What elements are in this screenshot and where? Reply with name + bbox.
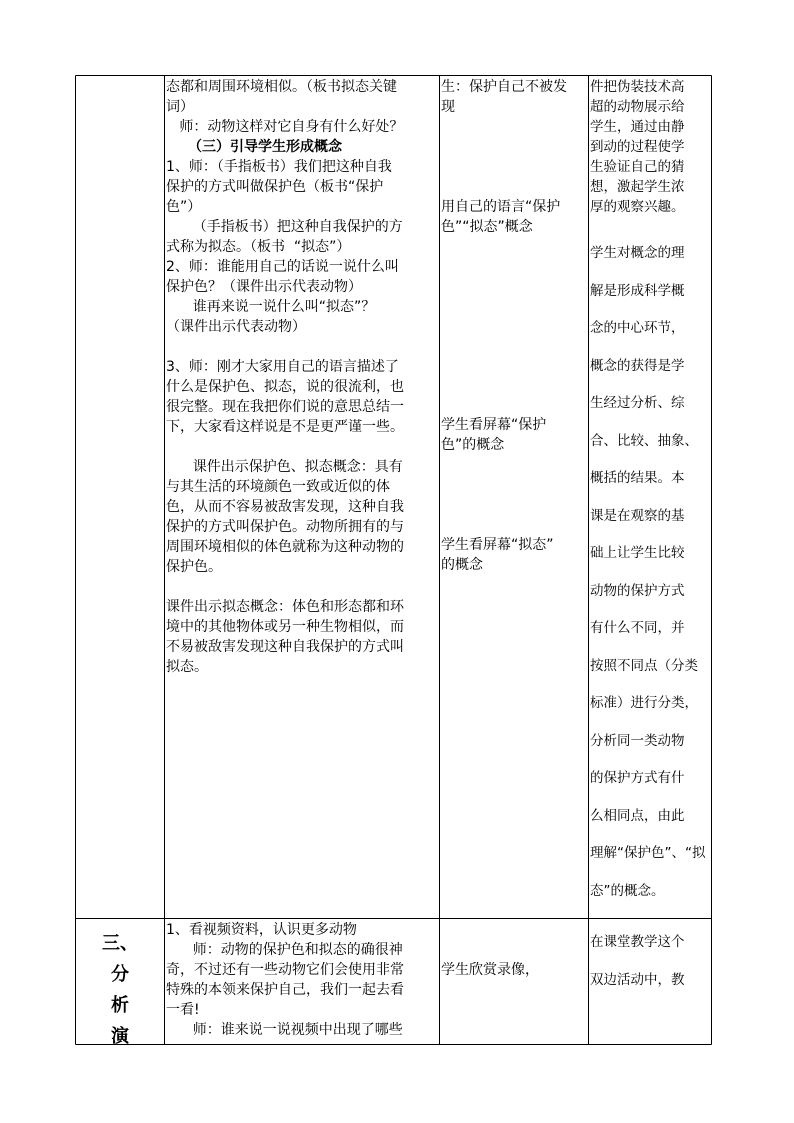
student-activity-block-1 [441,77,587,117]
text-line: 态都和周围环境相似。（板书拟态关键 [166,79,397,95]
text-line: 特殊的本领来保护自己，我们一起去看 [166,982,404,998]
text-line: 生：保护自己不被发 [441,79,567,95]
text-line: 生验证自己的猜 [590,159,685,175]
section-heading-3 [76,928,164,1052]
text-line: 念的中心环节， [590,320,685,336]
text-line: 在课堂教学这个 [590,934,685,950]
text-line: 师：动物这样对它自身有什么好处？ [166,119,404,135]
section-heading-char: 演 [111,1026,129,1047]
text-line: 色”“拟态”概念 [441,219,533,235]
teacher-activity-cell-2 [166,920,438,1040]
student-activity-block-3 [441,415,587,455]
text-line: 不易被敌害发现这种自我保护的方式叫 [166,639,404,655]
text-line: 生经过分析、综 [590,395,685,411]
text-line: 有什么不同，并 [590,620,685,636]
text-line: 课件出示保护色、拟态概念：具有 [166,459,403,475]
text-line: 保护的方式叫做保护色（板书“保护 [166,179,384,195]
text-line: 一看! [166,1002,200,1018]
text-line: 谁再来说一说什么叫“拟态”？ [166,299,376,315]
text-line: 境中的其他物体或另一种生物相似，而 [166,619,404,635]
blank-line [166,437,438,457]
section-heading-char: 三、 [102,933,138,954]
text-line: 师：动物的保护色和拟态的确很神 [166,942,403,958]
text-line: 双边活动中，教 [590,971,685,988]
text-line: 到动的过程使学 [590,139,685,155]
text-line: 用自己的语言“保护 [441,199,561,215]
text-line: 奇，不过还有一些动物它们会使用非常 [166,962,404,978]
text-line: 理解“保护色”、“拟 [590,845,706,861]
text-line: 什么是保护色、拟态，说的很流利，也 [166,379,404,395]
text-line: 动物的保护方式 [590,582,685,599]
text-line: 态”的概念。 [590,882,665,899]
text-line: 很完整。现在我把你们说的意思总结一 [166,399,404,415]
text-line: 保护的方式叫保护色。动物所拥有的与 [166,519,404,535]
text-line: 解是形成科学概 [590,282,685,299]
text-line: 式称为拟态。（板书 “拟态”） [166,239,351,255]
text-line: 色，从而不容易被敌害发现，这种自我 [166,499,404,515]
design-intent-block-3 [590,924,712,999]
text-line: 现 [441,99,455,115]
text-line: 2、师：谁能用自己的话说一说什么叫 [166,259,399,275]
text-line: 件把伪装技术高 [590,79,685,95]
design-intent-block-1 [590,77,712,217]
text-line: 学生看屏幕“保护 [441,417,547,433]
text-line: 的保护方式有什 [590,770,685,786]
text-line: 概念的获得是学 [590,357,685,374]
text-line: 下，大家看这样说是不是更严谨一些。 [166,419,404,435]
text-line: 3、师：刚才大家用自己的语言描述了 [166,359,399,375]
text-line: 色”） [166,199,202,215]
text-line: 的概念 [441,557,483,573]
text-line: 础上让学生比较 [590,545,685,561]
text-line: 周围环境相似的体色就称为这种动物的 [166,539,404,555]
text-line: 厚的观察兴趣。 [590,199,685,215]
text-line: 课是在观察的基 [590,507,685,524]
student-activity-block-4 [441,535,587,575]
text-line: （课件出示代表动物） [166,319,306,335]
text-line: 概括的结果。本 [590,470,685,486]
text-line: 合、比较、抽象、 [590,432,698,449]
text-line: 与其生活的环境颜色一致或近似的体 [166,479,390,495]
design-intent-block-2 [590,235,712,910]
text-line: 师：谁来说一说视频中出现了哪些 [166,1022,403,1038]
text-line: 分析同一类动物 [590,732,685,749]
text-line: 学生，通过由静 [590,119,685,135]
text-line: 色”的概念 [441,437,505,453]
text-line: 么相同点，由此 [590,807,685,824]
blank-line [166,577,438,597]
text-line: 课件出示拟态概念：体色和形态都和环 [166,599,404,615]
text-line: 拟态。 [166,659,208,675]
text-line: 1、师：（手指板书）我们把这种自我 [166,159,392,175]
text-line: 学生欣赏录像， [441,962,539,978]
text-line: 按照不同点（分类 [590,657,698,674]
text-line: 保护色。 [166,559,222,575]
section-heading-char: 分 [111,964,129,985]
section-subheading: （三）引导学生形成概念 [188,139,342,155]
blank-line [166,337,438,357]
text-line: 学生看屏幕“拟态” [441,537,554,553]
text-line: 想，激起学生浓 [590,179,685,195]
text-line: 1、看视频资料，认识更多动物 [166,922,357,938]
text-line: 学生对概念的理 [590,245,685,261]
section-heading-char: 析 [111,995,129,1016]
student-activity-block-2 [441,197,587,237]
text-line: 标准）进行分类， [590,695,698,711]
teacher-activity-cell [166,77,438,677]
text-line: 超的动物展示给 [590,99,685,115]
text-line: （手指板书）把这种自我保护的方 [166,219,403,235]
text-line: 保护色？（课件出示代表动物） [166,279,362,295]
student-activity-block-5 [441,960,587,980]
text-line: 词） [166,99,194,115]
